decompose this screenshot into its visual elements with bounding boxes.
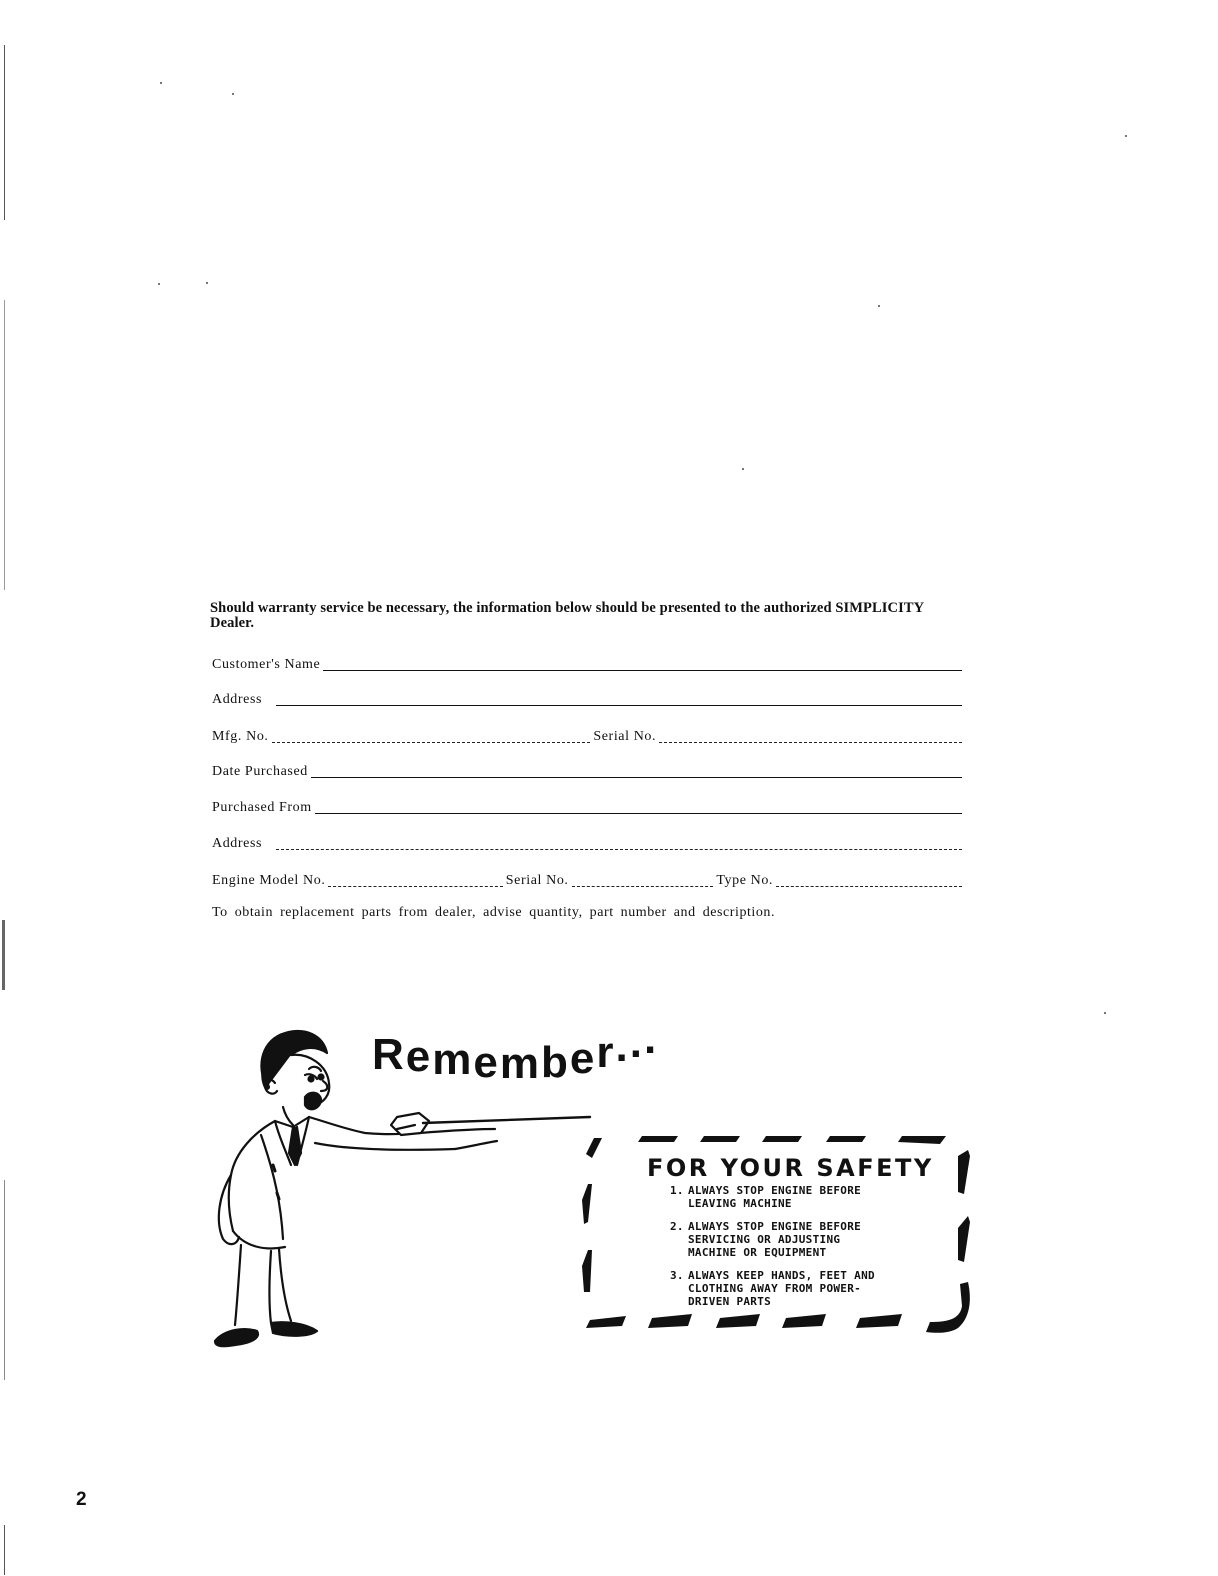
safety-title: FOR YOUR SAFETY — [647, 1154, 934, 1182]
warranty-intro-text: Should warranty service be necessary, the information below should be presented to the authorized SIMPLICITY Dealer. — [210, 600, 924, 631]
remember-letter: e — [405, 1032, 433, 1081]
mfg-serial-row — [212, 727, 962, 745]
mfg-no-field[interactable] — [272, 741, 591, 743]
engine-model-no-field[interactable] — [328, 885, 502, 887]
scan-edge-mark — [2, 920, 5, 990]
safety-rules-list — [670, 1184, 888, 1318]
safety-rule-text: ALWAYS STOP ENGINE BEFORE LEAVING MACHINE — [688, 1184, 862, 1210]
remember-letter: . — [643, 1014, 659, 1063]
scan-edge-mark — [4, 1180, 5, 1380]
page-number: 2 — [76, 1489, 87, 1510]
address-field[interactable] — [276, 704, 962, 706]
remember-letter: . — [629, 1018, 644, 1067]
serial-no-field[interactable] — [659, 741, 962, 743]
scan-edge-mark — [4, 45, 5, 220]
customers-name-label: Customer's Name — [212, 657, 321, 672]
safety-rule-number: 2. — [670, 1220, 684, 1233]
remember-letter: m — [499, 1039, 541, 1088]
remember-letter: e — [569, 1034, 597, 1083]
purchased-from-row — [212, 798, 962, 816]
scan-speck — [742, 468, 744, 470]
type-no-label: Type No. — [716, 873, 774, 888]
replacement-parts-note: To obtain replacement parts from dealer, advise quantity, part number and description. — [212, 905, 776, 920]
dealer-address-field[interactable] — [276, 848, 962, 850]
scan-speck — [158, 283, 160, 285]
scan-speck — [160, 82, 162, 84]
dealer-address-label: Address — [212, 836, 263, 851]
scan-edge-mark — [4, 300, 5, 590]
safety-rule-text: ALWAYS KEEP HANDS, FEET AND CLOTHING AWAY FROM POWER-DRIVEN PARTS — [688, 1269, 875, 1308]
address-row — [212, 690, 962, 708]
purchased-from-field[interactable] — [315, 812, 962, 814]
remember-letter: e — [473, 1038, 500, 1087]
engine-serial-no-field[interactable] — [572, 885, 714, 887]
date-purchased-row — [212, 762, 962, 780]
customers-name-row — [212, 655, 962, 673]
customers-name-field[interactable] — [323, 669, 962, 671]
safety-rule-number: 1. — [670, 1184, 684, 1197]
scan-speck — [1104, 1012, 1106, 1014]
mfg-no-label: Mfg. No. — [212, 729, 269, 744]
engine-model-no-label: Engine Model No. — [212, 873, 326, 888]
scan-speck — [878, 305, 880, 307]
remember-heading — [372, 1014, 659, 1088]
date-purchased-label: Date Purchased — [212, 764, 308, 779]
remember-letter: R — [372, 1030, 406, 1079]
date-purchased-field[interactable] — [311, 776, 962, 778]
remember-letter: b — [541, 1038, 570, 1087]
safety-rule — [670, 1184, 888, 1210]
scan-speck — [1125, 135, 1127, 137]
type-no-field[interactable] — [776, 885, 962, 887]
safety-rule — [670, 1220, 888, 1259]
safety-rule — [670, 1269, 888, 1308]
scan-edge-mark — [4, 1525, 5, 1575]
engine-serial-no-label: Serial No. — [505, 873, 569, 888]
scan-speck — [232, 93, 234, 95]
safety-rule-number: 3. — [670, 1269, 684, 1282]
remember-letter: r — [596, 1028, 616, 1077]
safety-rule-text: ALWAYS STOP ENGINE BEFORE SERVICING OR ADJUSTING MACHINE OR EQUIPMENT — [688, 1220, 862, 1259]
remember-text — [372, 1014, 659, 1088]
serial-no-label: Serial No. — [593, 729, 657, 744]
purchased-from-label: Purchased From — [212, 800, 312, 815]
dealer-address-row — [212, 834, 962, 852]
engine-row — [212, 871, 962, 889]
remember-letter: . — [615, 1022, 630, 1071]
address-label: Address — [212, 692, 263, 707]
remember-letter: m — [432, 1035, 474, 1084]
scan-speck — [206, 282, 208, 284]
